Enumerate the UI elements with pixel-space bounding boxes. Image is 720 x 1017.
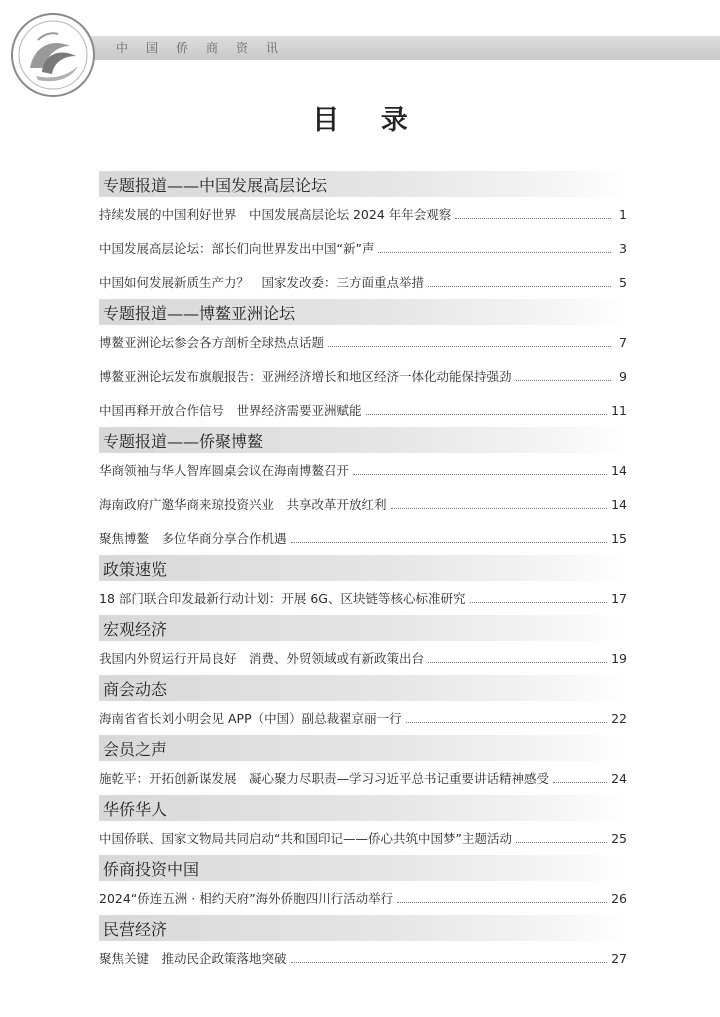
section-heading: 会员之声: [99, 735, 627, 761]
entry-title: 博鳌亚洲论坛发布旗舰报告：亚洲经济增长和地区经济一体化动能保持强劲: [99, 369, 512, 384]
entry-title: 18 部门联合印发最新行动计划：开展 6G、区块链等核心标准研究: [99, 591, 466, 606]
toc-entry[interactable]: [99, 711, 627, 727]
dot-leader: [516, 380, 611, 381]
entry-title: 聚焦博鳌 多位华商分享合作机遇: [99, 531, 287, 546]
entry-page-number: 26: [611, 891, 627, 906]
dot-leader: [353, 474, 607, 475]
section-heading: 华侨华人: [99, 795, 627, 821]
entry-title: 持续发展的中国利好世界 中国发展高层论坛 2024 年年会观察: [99, 207, 452, 222]
toc-entry[interactable]: [99, 275, 627, 291]
dot-leader: [470, 602, 608, 603]
dot-leader: [516, 842, 607, 843]
toc-entry[interactable]: [99, 531, 627, 547]
section-heading: 专题报道——中国发展高层论坛: [99, 171, 627, 197]
dot-leader: [366, 414, 608, 415]
dot-leader: [291, 542, 608, 543]
toc-entry[interactable]: [99, 591, 627, 607]
entry-page-number: 5: [619, 275, 627, 290]
toc-entry[interactable]: [99, 951, 627, 967]
toc-entry[interactable]: [99, 651, 627, 667]
entry-title: 华商领袖与华人智库圆桌会议在海南博鳌召开: [99, 463, 350, 478]
entry-title: 中国发展高层论坛：部长们向世界发出中国“新”声: [99, 241, 375, 256]
entry-page-number: 15: [611, 531, 627, 546]
entry-page-number: 7: [619, 335, 627, 350]
toc-entry[interactable]: [99, 891, 627, 907]
toc-entry[interactable]: [99, 207, 627, 223]
dot-leader: [397, 902, 607, 903]
entry-title: 海南省省长刘小明会见 APP（中国）副总裁翟京丽一行: [99, 711, 402, 726]
header-band-text: 中国侨商资讯: [116, 41, 297, 55]
entry-page-number: 25: [611, 831, 627, 846]
toc-entry[interactable]: [99, 241, 627, 257]
dot-leader: [328, 346, 611, 347]
entry-page-number: 19: [611, 651, 627, 666]
entry-page-number: 9: [619, 369, 627, 384]
entry-page-number: 14: [611, 497, 627, 512]
entry-title: 中国侨联、国家文物局共同启动“共和国印记——侨心共筑中国梦”主题活动: [99, 831, 512, 846]
table-of-contents: [99, 171, 627, 967]
dot-leader: [553, 782, 607, 783]
entry-title: 博鳌亚洲论坛参会各方剖析全球热点话题: [99, 335, 325, 350]
dot-leader: [428, 662, 607, 663]
section-heading: 民营经济: [99, 915, 627, 941]
dot-leader: [406, 722, 607, 723]
dot-leader: [428, 286, 611, 287]
section-heading: 侨商投资中国: [99, 855, 627, 881]
section-heading: 专题报道——博鳌亚洲论坛: [99, 299, 627, 325]
entry-page-number: 17: [611, 591, 627, 606]
toc-entry[interactable]: [99, 771, 627, 787]
entry-page-number: 27: [611, 951, 627, 966]
section-heading: 商会动态: [99, 675, 627, 701]
entry-page-number: 14: [611, 463, 627, 478]
toc-entry[interactable]: [99, 403, 627, 419]
chamber-logo: [8, 10, 98, 100]
dot-leader: [455, 218, 611, 219]
dot-leader: [378, 252, 611, 253]
entry-title: 中国再释开放合作信号 世界经济需要亚洲赋能: [99, 403, 362, 418]
entry-page-number: 3: [619, 241, 627, 256]
entry-title: 聚焦关键 推动民企政策落地突破: [99, 951, 287, 966]
toc-entry[interactable]: [99, 369, 627, 385]
entry-page-number: 24: [611, 771, 627, 786]
toc-entry[interactable]: [99, 831, 627, 847]
entry-title: 施乾平：开拓创新谋发展 凝心聚力尽职责—学习习近平总书记重要讲话精神感受: [99, 771, 550, 786]
toc-entry[interactable]: [99, 335, 627, 351]
page-title: 目 录: [312, 105, 424, 136]
entry-title: 海南政府广邀华商来琼投资兴业 共享改革开放红利: [99, 497, 387, 512]
section-heading: 宏观经济: [99, 615, 627, 641]
entry-page-number: 11: [611, 403, 627, 418]
entry-title: 中国如何发展新质生产力？ 国家发改委：三方面重点举措: [99, 275, 425, 290]
entry-title: 2024“侨连五洲 · 相约天府”海外侨胞四川行活动举行: [99, 891, 394, 906]
entry-page-number: 22: [611, 711, 627, 726]
entry-page-number: 1: [619, 207, 627, 222]
dot-leader: [391, 508, 608, 509]
dot-leader: [291, 962, 608, 963]
toc-entry[interactable]: [99, 497, 627, 513]
entry-title: 我国内外贸运行开局良好 消费、外贸领域或有新政策出台: [99, 651, 425, 666]
toc-entry[interactable]: [99, 463, 627, 479]
section-heading: 政策速览: [99, 555, 627, 581]
section-heading: 专题报道——侨聚博鳌: [99, 427, 627, 453]
